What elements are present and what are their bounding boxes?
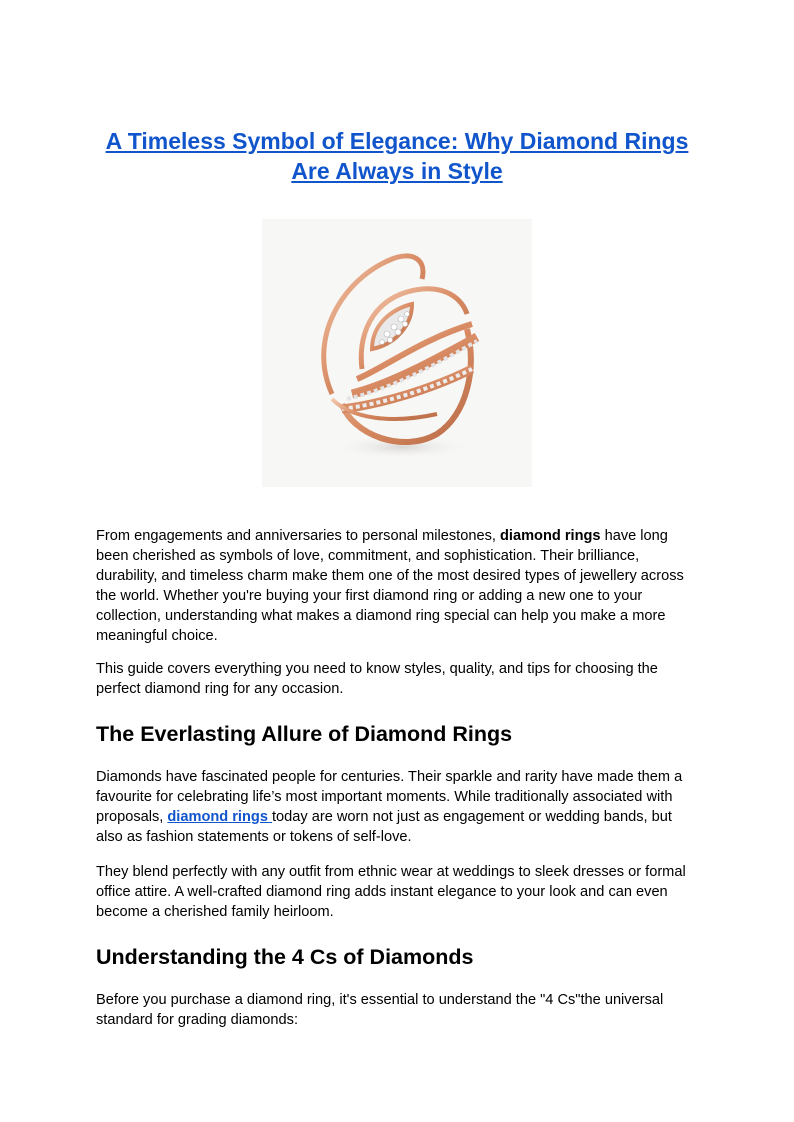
diamond-ring-image — [262, 219, 532, 487]
intro-bold-text: diamond rings — [499, 528, 601, 544]
diamond-rings-link[interactable]: diamond rings — [167, 809, 272, 825]
allure-text-1: Diamonds have fascinated people for centuries. Their sparkle and rarity have made them a favourite for celebrating life’s most important moments. While traditionally associated with proposals, — [96, 769, 683, 825]
allure-text-2: today are worn not just as engagement or wedding bands, but also as fashion statements or tokens of self-love. — [96, 809, 672, 845]
intro-paragraph — [96, 526, 696, 646]
4cs-paragraph-1: Before you purchase a diamond ring, it's essential to understand the "4 Cs"the universal standard for grading diamonds: — [96, 992, 664, 1028]
section-heading-4cs: Understanding the 4 Cs of Diamonds — [96, 945, 474, 969]
section-heading-allure: The Everlasting Allure of Diamond Rings — [96, 722, 513, 746]
allure-paragraph-1 — [96, 767, 696, 847]
intro-text-2: have long been cherished as symbols of love, commitment, and sophistication. Their brilliance, durability, and timeless charm make them one of the most desired types of jewellery across the world. Whether you're buying your first diamond ring or adding a new one to your collection, understanding what makes a diamond ring special can help you make a more meaningful choice. — [96, 528, 684, 644]
guide-paragraph: This guide covers everything you need to know styles, quality, and tips for choosing the perfect diamond ring for any occasion. — [96, 661, 658, 697]
intro-text-1: From engagements and anniversaries to personal milestones, — [96, 528, 500, 544]
allure-paragraph-2: They blend perfectly with any outfit from ethnic wear at weddings to sleek dresses or formal office attire. A well-crafted diamond ring adds instant elegance to your look and can even become a cherished family heirloom. — [96, 864, 686, 920]
title-link[interactable]: A Timeless Symbol of Elegance: Why Diamond Rings Are Always in Style — [105, 128, 689, 184]
ring-illustration — [262, 219, 532, 487]
page-title — [96, 126, 698, 186]
